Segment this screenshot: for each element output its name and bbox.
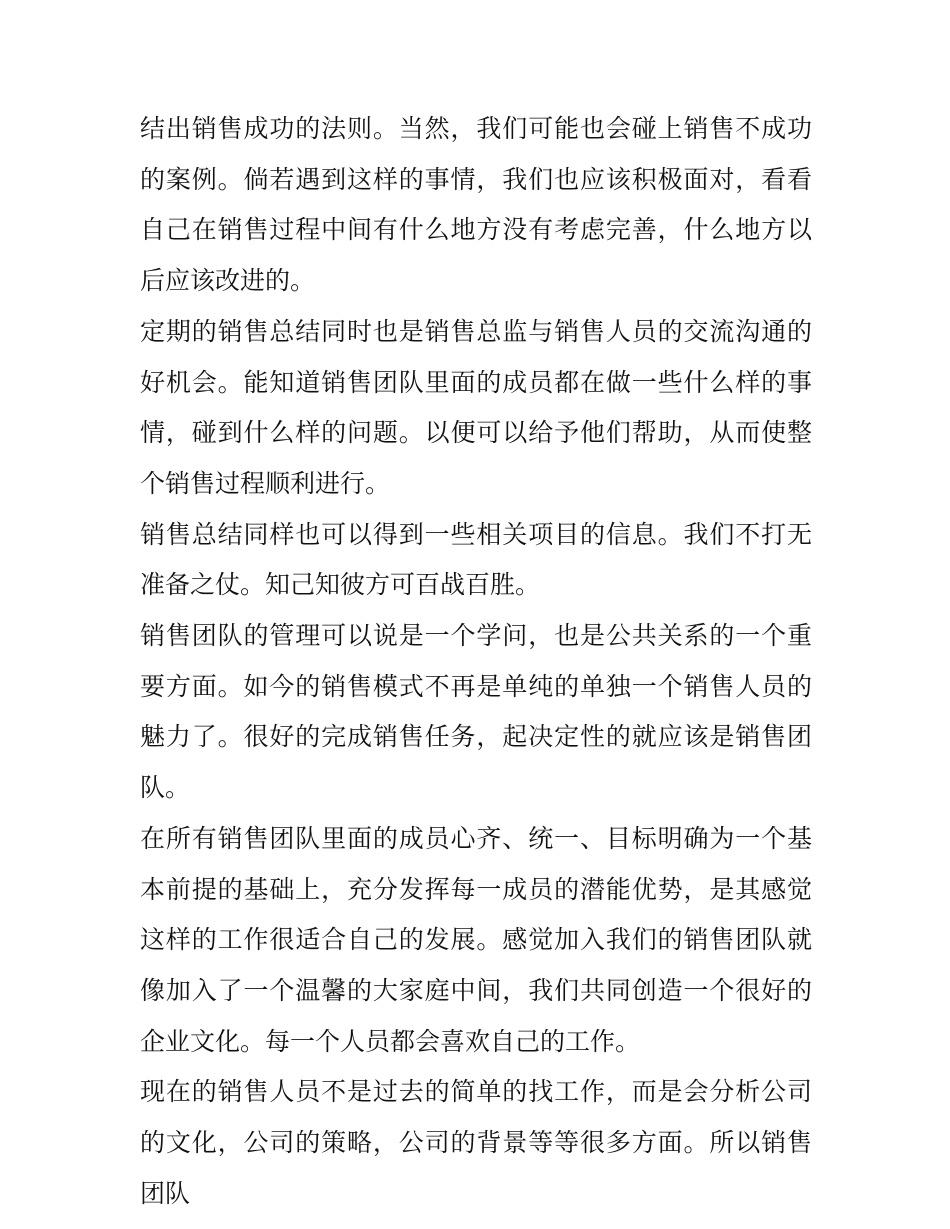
paragraph-1: 结出销售成功的法则。当然，我们可能也会碰上销售不成功的案例。倘若遇到这样的事情，我们也应该积极面对，看看自己在销售过程中间有什么地方没有考虑完善，什么地方以后应该改进的。: [140, 114, 812, 296]
paragraph-2: 定期的销售总结同时也是销售总监与销售人员的交流沟通的好机会。能知道销售团队里面的成员都在做一些什么样的事情，碰到什么样的问题。以便可以给予他们帮助，从而使整个销售过程顺利进行。: [140, 316, 812, 498]
paragraph-3: 销售总结同样也可以得到一些相关项目的信息。我们不打无准备之仗。知己知彼方可百战百胜。: [140, 519, 812, 600]
paragraph-5: 在所有销售团队里面的成员心齐、统一、目标明确为一个基本前提的基础上，充分发挥每一成员的潜能优势，是其感觉这样的工作很适合自己的发展。感觉加入我们的销售团队就像加入了一个温馨的大家庭中间，我们共同创造一个很好的企业文化。每一个人员都会喜欢自己的工作。: [140, 823, 812, 1056]
paragraph-6: 现在的销售人员不是过去的简单的找工作，而是会分析公司的文化，公司的策略，公司的背景等等很多方面。所以销售团队: [140, 1077, 812, 1208]
document-body: [140, 104, 812, 1219]
paragraph-4: 销售团队的管理可以说是一个学问，也是公共关系的一个重要方面。如今的销售模式不再是单纯的单独一个销售人员的魅力了。很好的完成销售任务，起决定性的就应该是销售团队。: [140, 621, 812, 803]
